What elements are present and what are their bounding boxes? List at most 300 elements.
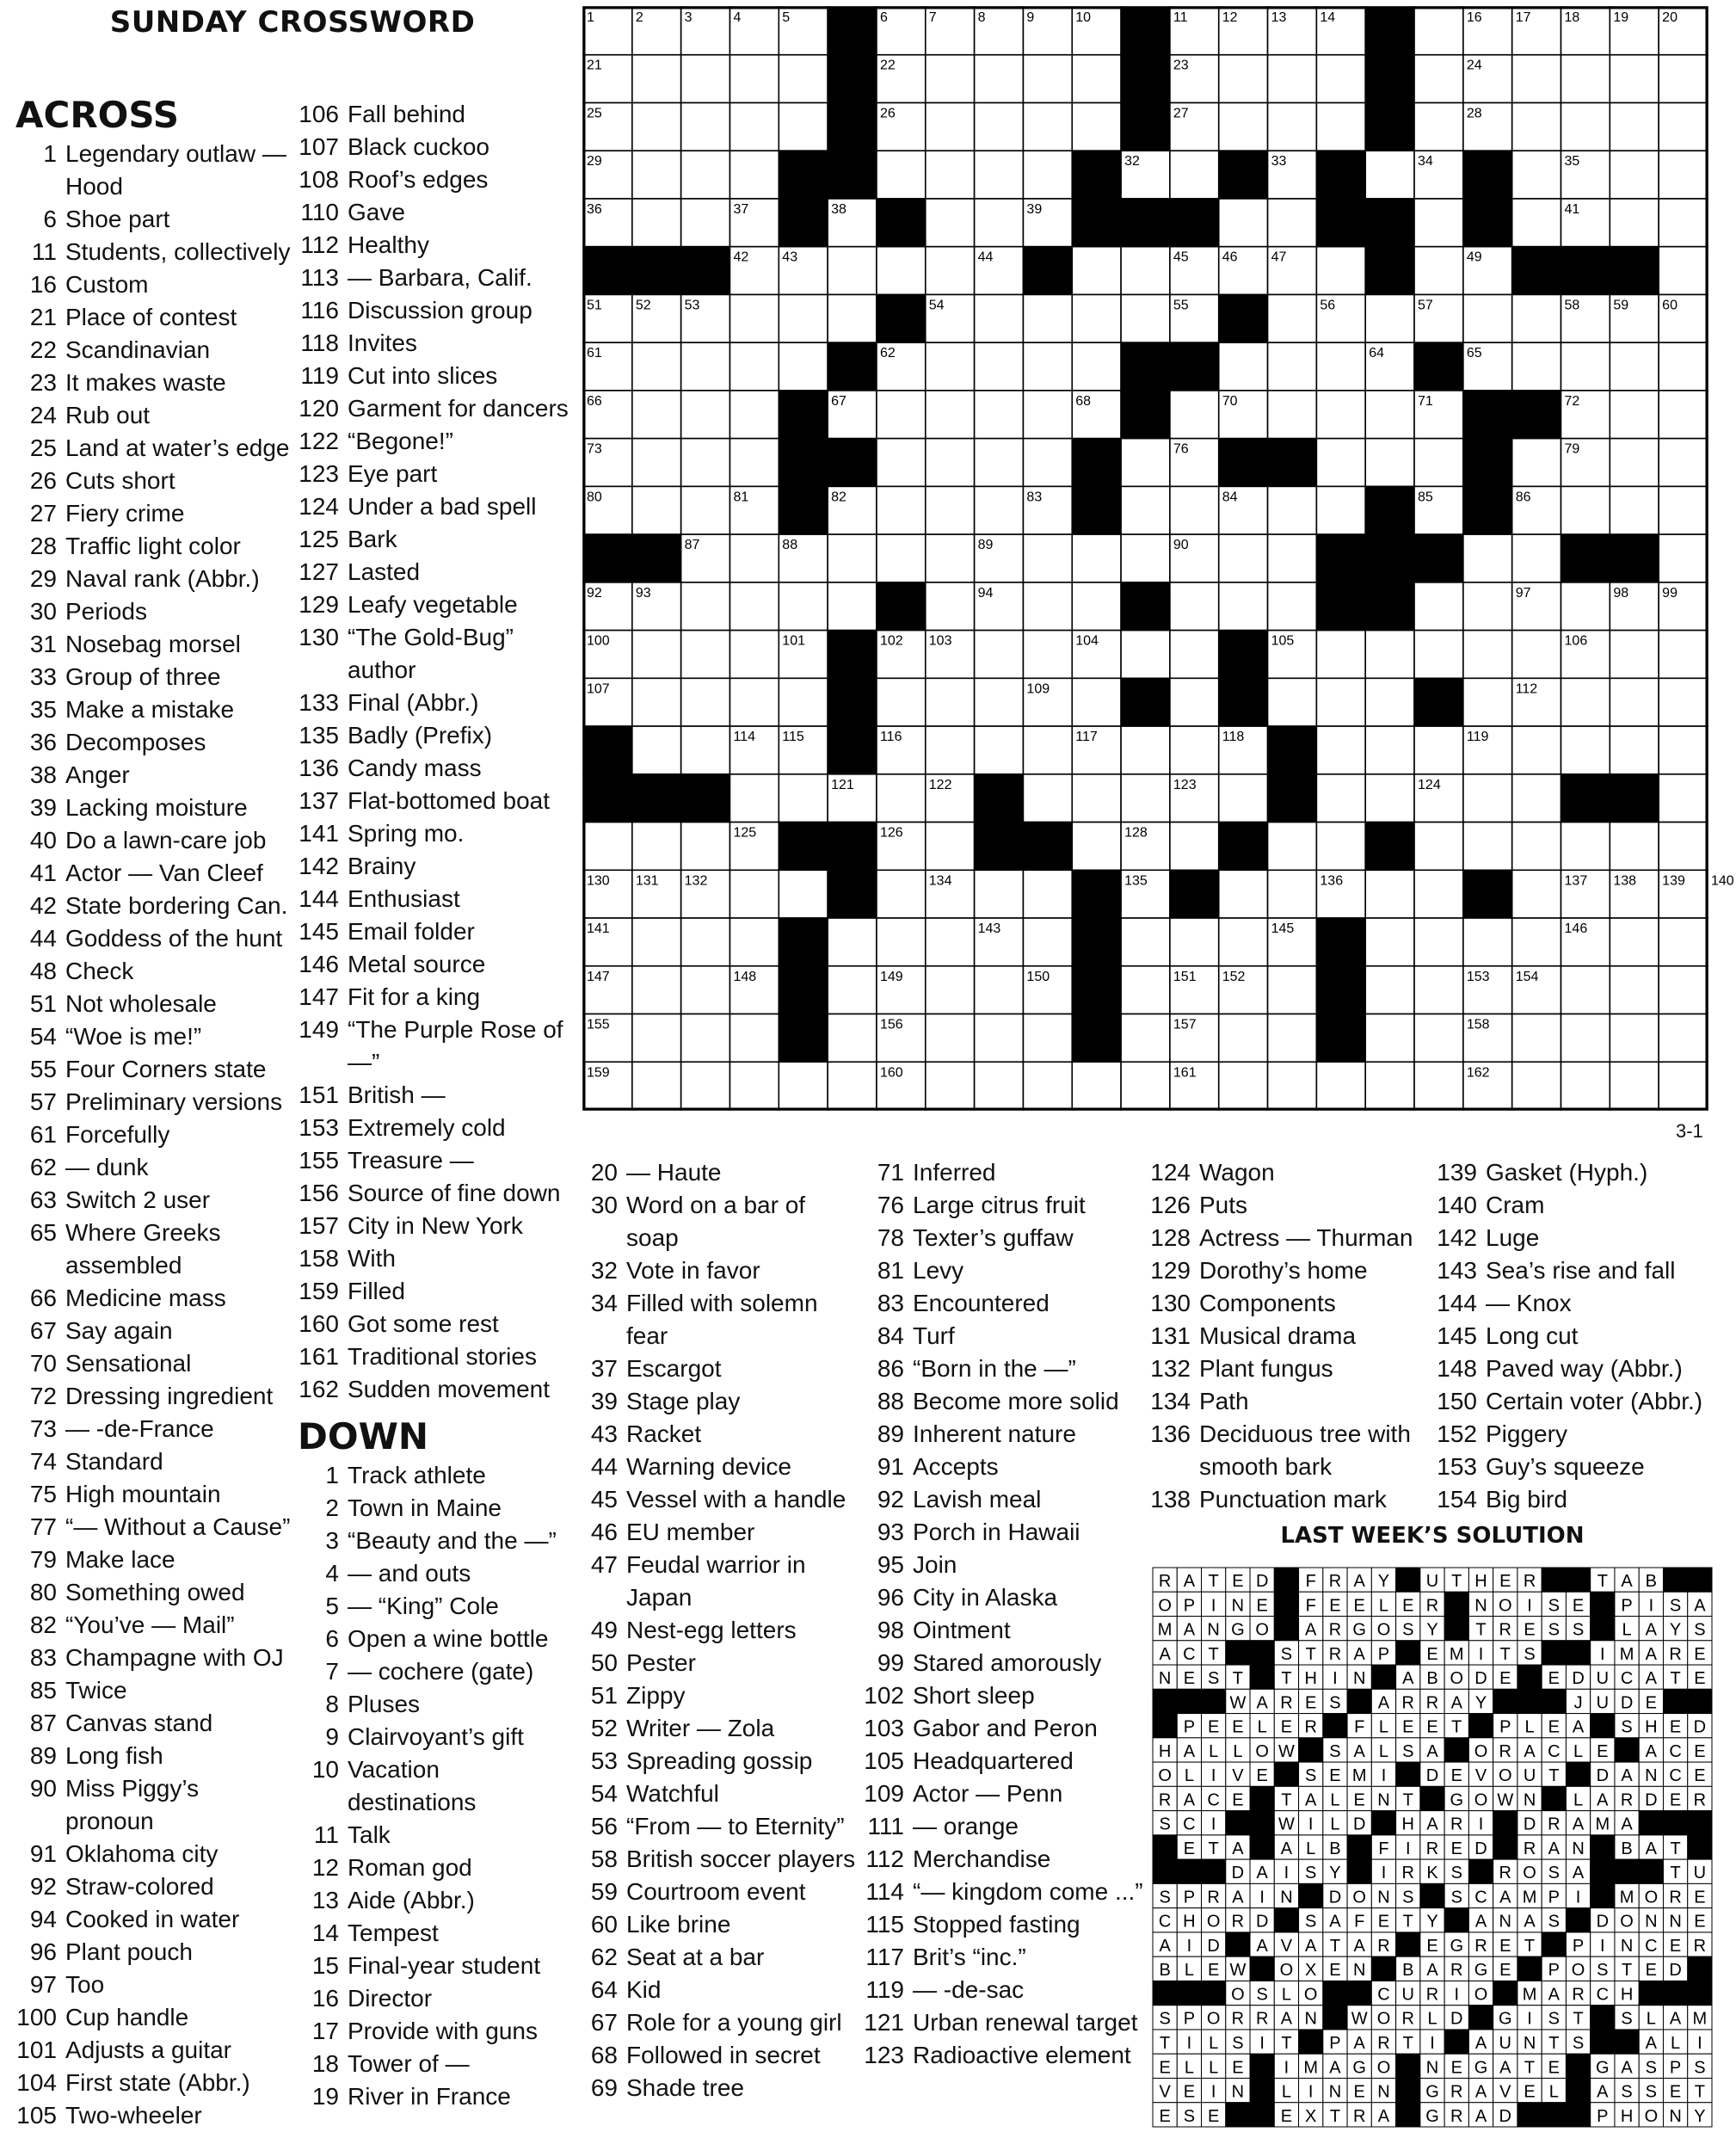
grid-cell[interactable] [1316, 439, 1365, 487]
grid-cell[interactable] [779, 678, 828, 726]
grid-cell[interactable] [1414, 631, 1463, 679]
grid-cell[interactable] [1610, 439, 1659, 487]
grid-cell[interactable] [1659, 55, 1708, 103]
grid-cell[interactable] [975, 1062, 1024, 1110]
grid-cell[interactable] [975, 726, 1024, 774]
grid-cell[interactable] [1219, 582, 1268, 631]
grid-cell[interactable] [975, 294, 1024, 342]
grid-cell[interactable] [926, 439, 975, 487]
grid-cell[interactable] [1512, 342, 1561, 391]
grid-cell[interactable] [729, 1062, 779, 1110]
grid-cell[interactable] [1365, 678, 1414, 726]
grid-cell[interactable] [1023, 391, 1072, 439]
grid-cell[interactable] [1561, 966, 1610, 1014]
grid-cell[interactable] [1512, 631, 1561, 679]
grid-cell[interactable] [632, 631, 681, 679]
grid-cell[interactable] [1219, 1062, 1268, 1110]
grid-cell[interactable] [926, 151, 975, 199]
grid-cell[interactable] [1072, 774, 1121, 823]
grid-cell[interactable] [1414, 55, 1463, 103]
grid-cell[interactable] [1512, 774, 1561, 823]
grid-cell[interactable] [681, 823, 730, 871]
grid-cell[interactable] [1121, 534, 1170, 582]
grid-cell[interactable] [1659, 678, 1708, 726]
grid-cell[interactable] [975, 55, 1024, 103]
grid-cell[interactable] [729, 294, 779, 342]
grid-cell[interactable] [632, 391, 681, 439]
grid-cell[interactable] [1121, 726, 1170, 774]
grid-cell[interactable] [975, 199, 1024, 247]
grid-cell[interactable] [1316, 726, 1365, 774]
grid-cell[interactable] [1610, 1014, 1659, 1063]
grid-cell[interactable] [681, 1014, 730, 1063]
grid-cell[interactable] [926, 199, 975, 247]
grid-cell[interactable] [1463, 678, 1512, 726]
grid-cell[interactable] [1610, 55, 1659, 103]
grid-cell[interactable] [1659, 918, 1708, 966]
grid-cell[interactable] [729, 870, 779, 918]
grid-cell[interactable] [1365, 391, 1414, 439]
grid-cell[interactable] [1610, 1062, 1659, 1110]
grid-cell[interactable] [926, 1062, 975, 1110]
grid-cell[interactable] [1219, 55, 1268, 103]
grid-cell[interactable] [1512, 726, 1561, 774]
grid-cell[interactable] [1023, 534, 1072, 582]
grid-cell[interactable] [1072, 678, 1121, 726]
grid-cell[interactable] [779, 102, 828, 151]
grid-cell[interactable] [681, 55, 730, 103]
grid-cell[interactable] [1170, 726, 1219, 774]
grid-cell[interactable] [1463, 918, 1512, 966]
grid-cell[interactable] [632, 102, 681, 151]
grid-cell[interactable] [632, 918, 681, 966]
grid-cell[interactable] [1268, 678, 1317, 726]
grid-cell[interactable] [1121, 294, 1170, 342]
grid-cell[interactable] [1610, 823, 1659, 871]
grid-cell[interactable] [877, 439, 926, 487]
grid-cell[interactable] [1659, 199, 1708, 247]
grid-cell[interactable] [1121, 247, 1170, 295]
grid-cell[interactable] [632, 439, 681, 487]
grid-cell[interactable] [1316, 102, 1365, 151]
grid-cell[interactable] [1414, 102, 1463, 151]
grid-cell[interactable] [926, 1014, 975, 1063]
grid-cell[interactable] [926, 55, 975, 103]
grid-cell[interactable] [1512, 102, 1561, 151]
grid-cell[interactable] [632, 199, 681, 247]
grid-cell[interactable] [779, 774, 828, 823]
grid-cell[interactable] [926, 823, 975, 871]
grid-cell[interactable] [632, 342, 681, 391]
grid-cell[interactable] [975, 678, 1024, 726]
grid-cell[interactable] [1610, 966, 1659, 1014]
grid-cell[interactable] [1023, 774, 1072, 823]
grid-cell[interactable] [729, 439, 779, 487]
grid-cell[interactable] [1561, 1062, 1610, 1110]
grid-cell[interactable] [1365, 774, 1414, 823]
grid-cell[interactable] [1121, 1062, 1170, 1110]
grid-cell[interactable] [975, 486, 1024, 534]
grid-cell[interactable] [1561, 823, 1610, 871]
grid-cell[interactable] [632, 1062, 681, 1110]
grid-cell[interactable] [1023, 294, 1072, 342]
grid-cell[interactable] [1316, 1062, 1365, 1110]
grid-cell[interactable] [681, 1062, 730, 1110]
grid-cell[interactable] [729, 678, 779, 726]
grid-cell[interactable] [681, 439, 730, 487]
grid-cell[interactable] [1512, 439, 1561, 487]
grid-cell[interactable] [632, 486, 681, 534]
grid-cell[interactable] [1365, 151, 1414, 199]
grid-cell[interactable] [1316, 631, 1365, 679]
grid-cell[interactable] [1659, 726, 1708, 774]
grid-cell[interactable] [1268, 391, 1317, 439]
grid-cell[interactable] [1512, 534, 1561, 582]
grid-cell[interactable] [926, 247, 975, 295]
grid-cell[interactable] [681, 918, 730, 966]
grid-cell[interactable] [1023, 151, 1072, 199]
grid-cell[interactable] [1365, 294, 1414, 342]
grid-cell[interactable] [1659, 823, 1708, 871]
grid-cell[interactable] [779, 342, 828, 391]
grid-cell[interactable] [1023, 1014, 1072, 1063]
grid-cell[interactable] [975, 966, 1024, 1014]
grid-cell[interactable] [1414, 1062, 1463, 1110]
grid-cell[interactable] [1659, 151, 1708, 199]
grid-cell[interactable] [681, 391, 730, 439]
grid-cell[interactable] [1072, 1062, 1121, 1110]
grid-cell[interactable] [729, 631, 779, 679]
grid-cell[interactable] [779, 55, 828, 103]
grid-cell[interactable] [1268, 582, 1317, 631]
grid-cell[interactable] [1023, 918, 1072, 966]
grid-cell[interactable] [1659, 631, 1708, 679]
grid-cell[interactable] [1512, 1014, 1561, 1063]
clue-text: Stage play [626, 1388, 741, 1414]
grid-cell[interactable] [632, 966, 681, 1014]
grid-cell[interactable] [1072, 534, 1121, 582]
grid-cell[interactable] [1659, 1014, 1708, 1063]
grid-cell[interactable] [1512, 55, 1561, 103]
grid-cell[interactable] [1219, 534, 1268, 582]
grid-cell[interactable] [1170, 486, 1219, 534]
grid-cell[interactable] [583, 823, 632, 871]
grid-cell[interactable] [1414, 247, 1463, 295]
grid-cell[interactable] [828, 918, 877, 966]
grid-cell[interactable] [1463, 294, 1512, 342]
grid-cell[interactable] [1268, 1014, 1317, 1063]
grid-cell[interactable] [1659, 966, 1708, 1014]
grid-cell[interactable] [1414, 726, 1463, 774]
grid-cell[interactable] [975, 391, 1024, 439]
grid-cell[interactable] [1512, 870, 1561, 918]
grid-cell[interactable] [1610, 151, 1659, 199]
grid-cell[interactable] [632, 151, 681, 199]
grid-cell[interactable] [975, 870, 1024, 918]
grid-cell[interactable] [632, 1014, 681, 1063]
grid-cell[interactable] [975, 1014, 1024, 1063]
grid-cell[interactable] [975, 151, 1024, 199]
grid-cell[interactable] [877, 870, 926, 918]
grid-cell[interactable] [1219, 870, 1268, 918]
grid-cell[interactable] [877, 391, 926, 439]
grid-cell[interactable] [1414, 1014, 1463, 1063]
grid-cell[interactable] [1072, 247, 1121, 295]
grid-cell[interactable] [1023, 1062, 1072, 1110]
grid-cell[interactable] [1365, 918, 1414, 966]
grid-cell[interactable] [1610, 342, 1659, 391]
grid-cell[interactable] [729, 774, 779, 823]
grid-cell[interactable] [926, 391, 975, 439]
grid-cell[interactable] [1121, 486, 1170, 534]
grid-cell[interactable] [1268, 199, 1317, 247]
grid-cell[interactable] [1316, 391, 1365, 439]
grid-cell[interactable] [1610, 678, 1659, 726]
grid-cell[interactable] [1463, 774, 1512, 823]
grid-cell[interactable] [1414, 7, 1463, 55]
grid-cell[interactable] [1561, 678, 1610, 726]
grid-cell[interactable] [975, 342, 1024, 391]
grid-cell[interactable] [1219, 1014, 1268, 1063]
grid-cell[interactable] [1561, 486, 1610, 534]
grid-cell[interactable] [1610, 199, 1659, 247]
grid-cell[interactable] [1023, 102, 1072, 151]
grid-cell[interactable] [828, 1062, 877, 1110]
grid-cell[interactable] [877, 151, 926, 199]
grid-cell[interactable] [1463, 534, 1512, 582]
grid-cell[interactable] [1219, 918, 1268, 966]
grid-cell[interactable] [926, 486, 975, 534]
grid-cell[interactable] [1170, 918, 1219, 966]
crossword-grid[interactable] [583, 7, 1734, 1110]
grid-cell[interactable] [1268, 294, 1317, 342]
grid-cell[interactable] [1023, 439, 1072, 487]
grid-cell[interactable] [729, 582, 779, 631]
grid-cell[interactable] [779, 294, 828, 342]
grid-cell[interactable] [1610, 102, 1659, 151]
grid-cell[interactable] [828, 247, 877, 295]
grid-cell[interactable] [1219, 774, 1268, 823]
grid-cell[interactable] [1659, 439, 1708, 487]
grid-cell[interactable] [975, 102, 1024, 151]
grid-cell[interactable] [828, 582, 877, 631]
grid-cell[interactable] [1023, 870, 1072, 918]
grid-cell[interactable] [1365, 966, 1414, 1014]
grid-cell[interactable] [1072, 102, 1121, 151]
grid-cell[interactable] [681, 342, 730, 391]
grid-cell[interactable] [1365, 631, 1414, 679]
grid-cell[interactable] [681, 199, 730, 247]
grid-cell[interactable] [1512, 823, 1561, 871]
grid-cell[interactable] [1659, 342, 1708, 391]
grid-cell[interactable] [1414, 823, 1463, 871]
grid-cell[interactable] [1561, 102, 1610, 151]
grid-cell[interactable] [1023, 55, 1072, 103]
grid-cell[interactable] [926, 966, 975, 1014]
grid-cell[interactable] [1316, 247, 1365, 295]
grid-cell[interactable] [729, 391, 779, 439]
grid-cell[interactable] [1365, 1062, 1414, 1110]
grid-cell[interactable] [1610, 631, 1659, 679]
grid-cell[interactable] [877, 678, 926, 726]
grid-cell[interactable] [1561, 582, 1610, 631]
grid-cell[interactable] [1561, 1014, 1610, 1063]
grid-cell[interactable] [1463, 823, 1512, 871]
grid-cell[interactable] [1268, 55, 1317, 103]
solution-letter: O [1474, 1985, 1488, 2005]
grid-cell[interactable] [1365, 726, 1414, 774]
grid-cell[interactable] [1365, 439, 1414, 487]
grid-cell[interactable] [681, 726, 730, 774]
grid-cell[interactable] [975, 439, 1024, 487]
grid-cell[interactable] [1170, 391, 1219, 439]
grid-cell[interactable] [1121, 918, 1170, 966]
grid-cell[interactable] [926, 582, 975, 631]
grid-cell[interactable] [681, 678, 730, 726]
grid-cell[interactable] [926, 342, 975, 391]
grid-cell[interactable] [729, 102, 779, 151]
grid-cell[interactable] [1316, 774, 1365, 823]
grid-cell[interactable] [1121, 631, 1170, 679]
grid-cell[interactable] [1268, 1062, 1317, 1110]
grid-cell[interactable] [681, 631, 730, 679]
grid-cell[interactable] [632, 678, 681, 726]
grid-cell[interactable] [877, 486, 926, 534]
grid-cell[interactable] [1561, 55, 1610, 103]
clue-text: Students, collectively [65, 238, 291, 265]
grid-cell[interactable] [828, 1014, 877, 1063]
grid-cell[interactable] [1512, 151, 1561, 199]
grid-cell[interactable] [926, 726, 975, 774]
grid-cell[interactable] [877, 918, 926, 966]
grid-cell[interactable] [1316, 678, 1365, 726]
grid-cell[interactable] [1610, 391, 1659, 439]
grid-cell[interactable] [828, 534, 877, 582]
grid-cell[interactable] [729, 1014, 779, 1063]
grid-cell[interactable] [1121, 1014, 1170, 1063]
grid-cell[interactable] [681, 966, 730, 1014]
grid-cell[interactable] [1610, 726, 1659, 774]
grid-cell[interactable] [1268, 486, 1317, 534]
grid-cell[interactable] [1610, 918, 1659, 966]
grid-cell[interactable] [1414, 966, 1463, 1014]
grid-cell[interactable] [1219, 342, 1268, 391]
grid-cell[interactable] [632, 55, 681, 103]
grid-cell[interactable] [1659, 534, 1708, 582]
grid-cell[interactable] [877, 774, 926, 823]
grid-cell[interactable] [1316, 823, 1365, 871]
grid-cell[interactable] [681, 486, 730, 534]
grid-cell[interactable] [779, 1062, 828, 1110]
grid-cell[interactable] [1268, 870, 1317, 918]
grid-cell[interactable] [1268, 823, 1317, 871]
grid-cell[interactable] [1659, 391, 1708, 439]
grid-cell[interactable] [1659, 102, 1708, 151]
grid-cell[interactable] [1512, 1062, 1561, 1110]
grid-cell[interactable] [1072, 582, 1121, 631]
grid-cell[interactable] [1170, 823, 1219, 871]
grid-cell[interactable] [1512, 294, 1561, 342]
grid-cell[interactable] [1659, 486, 1708, 534]
grid-cell[interactable] [681, 102, 730, 151]
grid-cell[interactable] [926, 678, 975, 726]
grid-cell[interactable] [1610, 486, 1659, 534]
grid-cell[interactable] [1463, 631, 1512, 679]
grid-cell[interactable] [1316, 342, 1365, 391]
grid-cell[interactable] [1268, 342, 1317, 391]
grid-cell[interactable] [779, 870, 828, 918]
grid-cell[interactable] [1219, 199, 1268, 247]
grid-cell[interactable] [1023, 726, 1072, 774]
grid-cell[interactable] [1170, 151, 1219, 199]
grid-cell[interactable] [1316, 486, 1365, 534]
grid-cell[interactable] [1414, 918, 1463, 966]
grid-cell[interactable] [1414, 199, 1463, 247]
grid-cell[interactable] [1170, 582, 1219, 631]
grid-cell[interactable] [1072, 823, 1121, 871]
grid-cell[interactable] [1072, 342, 1121, 391]
grid-cell[interactable] [681, 151, 730, 199]
grid-cell[interactable] [1121, 774, 1170, 823]
grid-cell[interactable] [1219, 102, 1268, 151]
grid-cell[interactable] [1414, 582, 1463, 631]
grid-cell[interactable] [926, 534, 975, 582]
grid-cell[interactable] [1659, 247, 1708, 295]
grid-cell[interactable] [1659, 774, 1708, 823]
grid-cell[interactable] [877, 534, 926, 582]
grid-cell[interactable] [1072, 55, 1121, 103]
grid-cell[interactable] [1463, 582, 1512, 631]
grid-cell[interactable] [926, 918, 975, 966]
grid-cell[interactable] [1512, 199, 1561, 247]
grid-cell[interactable] [1121, 439, 1170, 487]
grid-cell[interactable] [729, 55, 779, 103]
grid-cell[interactable] [1659, 1062, 1708, 1110]
grid-cell[interactable] [1170, 678, 1219, 726]
grid-cell[interactable] [1268, 102, 1317, 151]
grid-cell[interactable] [877, 247, 926, 295]
grid-cell[interactable] [1316, 55, 1365, 103]
grid-cell[interactable] [729, 534, 779, 582]
grid-cell[interactable] [1414, 870, 1463, 918]
grid-cell[interactable] [1121, 966, 1170, 1014]
grid-cell[interactable] [1561, 726, 1610, 774]
grid-cell[interactable] [828, 294, 877, 342]
grid-cell[interactable] [1170, 631, 1219, 679]
grid-cell[interactable] [975, 631, 1024, 679]
grid-cell[interactable] [729, 151, 779, 199]
grid-cell[interactable] [1072, 294, 1121, 342]
grid-cell[interactable] [1414, 439, 1463, 487]
grid-cell[interactable] [1561, 342, 1610, 391]
grid-cell[interactable] [681, 582, 730, 631]
grid-cell[interactable] [632, 823, 681, 871]
grid-cell[interactable] [1023, 342, 1072, 391]
grid-cell[interactable] [1023, 631, 1072, 679]
grid-cell[interactable] [1268, 966, 1317, 1014]
grid-cell[interactable] [729, 342, 779, 391]
grid-cell[interactable] [828, 966, 877, 1014]
grid-cell[interactable] [1365, 870, 1414, 918]
grid-cell[interactable] [1268, 534, 1317, 582]
grid-cell[interactable] [632, 726, 681, 774]
grid-cell[interactable] [779, 582, 828, 631]
grid-cell[interactable] [926, 102, 975, 151]
grid-cell[interactable] [729, 918, 779, 966]
grid-cell[interactable] [1512, 918, 1561, 966]
grid-cell[interactable] [1023, 582, 1072, 631]
grid-cell[interactable] [1365, 1014, 1414, 1063]
